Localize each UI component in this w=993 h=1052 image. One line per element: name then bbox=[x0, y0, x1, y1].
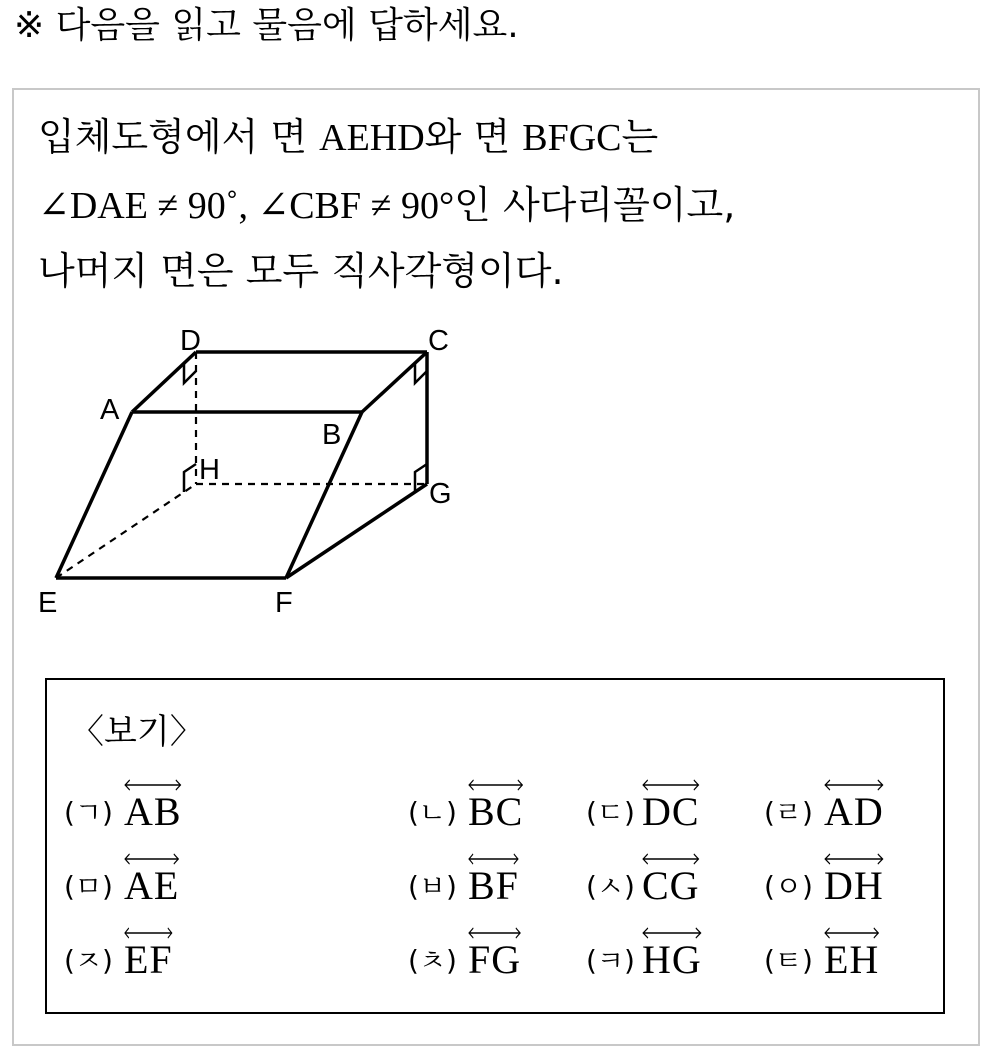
line-name: EF bbox=[124, 937, 173, 982]
bogi-item-label: (ㅇ) bbox=[764, 870, 813, 903]
line-notation bbox=[824, 863, 884, 908]
line-notation bbox=[124, 937, 173, 982]
bogi-item-label: (ㄷ) bbox=[586, 796, 635, 829]
right-angle-mark-d bbox=[184, 363, 196, 383]
line-notation bbox=[824, 937, 880, 982]
line-name: AD bbox=[824, 789, 884, 834]
problem-line-1-mid: 와 면 bbox=[424, 115, 523, 159]
problem-line-2 bbox=[38, 180, 735, 231]
bogi-item-label: (ㅅ) bbox=[586, 870, 635, 903]
bogi-item bbox=[586, 920, 756, 980]
line-name: DC bbox=[642, 789, 700, 834]
line-name: BF bbox=[468, 863, 519, 908]
bogi-item bbox=[764, 846, 934, 906]
problem-line-3: 나머지 면은 모두 직사각형이다. bbox=[38, 249, 564, 293]
bogi-item bbox=[408, 920, 578, 980]
bogi-item-label: (ㅋ) bbox=[586, 944, 635, 977]
double-arrow-icon bbox=[824, 927, 879, 939]
vertex-label-f: F bbox=[275, 587, 293, 618]
bogi-item-label: (ㄴ) bbox=[408, 796, 457, 829]
bogi-item-label: (ㅊ) bbox=[408, 944, 457, 977]
line-name: AB bbox=[124, 789, 182, 834]
double-arrow-icon bbox=[124, 927, 173, 939]
bogi-item-label: (ㅁ) bbox=[64, 870, 113, 903]
instruction-text: ※ 다음을 읽고 물음에 답하세요. bbox=[14, 5, 519, 46]
bogi-item-label: (ㅂ) bbox=[408, 870, 457, 903]
double-arrow-icon bbox=[124, 853, 179, 865]
bogi-item bbox=[408, 846, 578, 906]
vertex-label-h: H bbox=[199, 454, 220, 486]
line-notation bbox=[642, 789, 700, 834]
right-angle-mark-c bbox=[415, 363, 427, 383]
vertex-label-d: D bbox=[180, 325, 201, 357]
double-arrow-icon bbox=[642, 927, 702, 939]
bogi-item bbox=[64, 846, 234, 906]
vertex-label-g: G bbox=[429, 478, 452, 510]
line-notation bbox=[468, 863, 519, 908]
bogi-item bbox=[408, 772, 578, 832]
face-bfgc: BFGC bbox=[522, 117, 622, 159]
bogi-item-label: (ㅌ) bbox=[764, 944, 813, 977]
double-arrow-icon bbox=[642, 779, 700, 791]
bogi-item-label: (ㄹ) bbox=[764, 796, 813, 829]
double-arrow-icon bbox=[468, 779, 523, 791]
vertex-label-e: E bbox=[38, 587, 58, 618]
line-name: EH bbox=[824, 937, 880, 982]
vertex-label-a: A bbox=[100, 394, 120, 426]
double-arrow-icon bbox=[642, 853, 700, 865]
double-arrow-icon bbox=[468, 853, 519, 865]
bogi-title: 〈보기〉 bbox=[70, 712, 204, 752]
problem-line-1 bbox=[38, 112, 658, 163]
line-name: DH bbox=[824, 863, 884, 908]
double-arrow-icon bbox=[468, 927, 521, 939]
line-name: CG bbox=[642, 863, 700, 908]
bogi-item bbox=[586, 846, 756, 906]
bogi-item bbox=[64, 772, 234, 832]
double-arrow-icon bbox=[824, 779, 884, 791]
line-name: FG bbox=[468, 937, 522, 982]
bogi-item bbox=[64, 920, 234, 980]
double-arrow-icon bbox=[124, 779, 182, 791]
problem-line-1-pre: 입체도형에서 면 bbox=[38, 115, 320, 159]
bogi-item-label: (ㅈ) bbox=[64, 944, 113, 977]
face-aehd: AEHD bbox=[319, 117, 425, 159]
double-arrow-icon bbox=[824, 853, 884, 865]
line-notation bbox=[124, 789, 182, 834]
line-name: AE bbox=[124, 863, 180, 908]
line-notation bbox=[468, 789, 524, 834]
line-notation bbox=[642, 937, 702, 982]
bogi-item bbox=[764, 772, 934, 832]
line-name: HG bbox=[642, 937, 702, 982]
problem-line-1-post: 는 bbox=[621, 115, 659, 159]
vertex-label-b: B bbox=[322, 419, 342, 451]
bogi-item bbox=[586, 772, 756, 832]
prism-figure bbox=[30, 318, 470, 618]
bogi-item-label: (ㄱ) bbox=[64, 796, 113, 829]
line-notation bbox=[642, 863, 700, 908]
bogi-item bbox=[764, 920, 934, 980]
angle-conditions: ∠DAE ≠ 90˚, ∠CBF ≠ 90° bbox=[38, 185, 455, 227]
line-notation bbox=[824, 789, 884, 834]
line-notation bbox=[468, 937, 522, 982]
vertex-label-c: C bbox=[428, 325, 449, 357]
problem-line-2-post: 인 사다리꼴이고, bbox=[454, 183, 736, 227]
line-name: BC bbox=[468, 789, 524, 834]
line-notation bbox=[124, 863, 180, 908]
